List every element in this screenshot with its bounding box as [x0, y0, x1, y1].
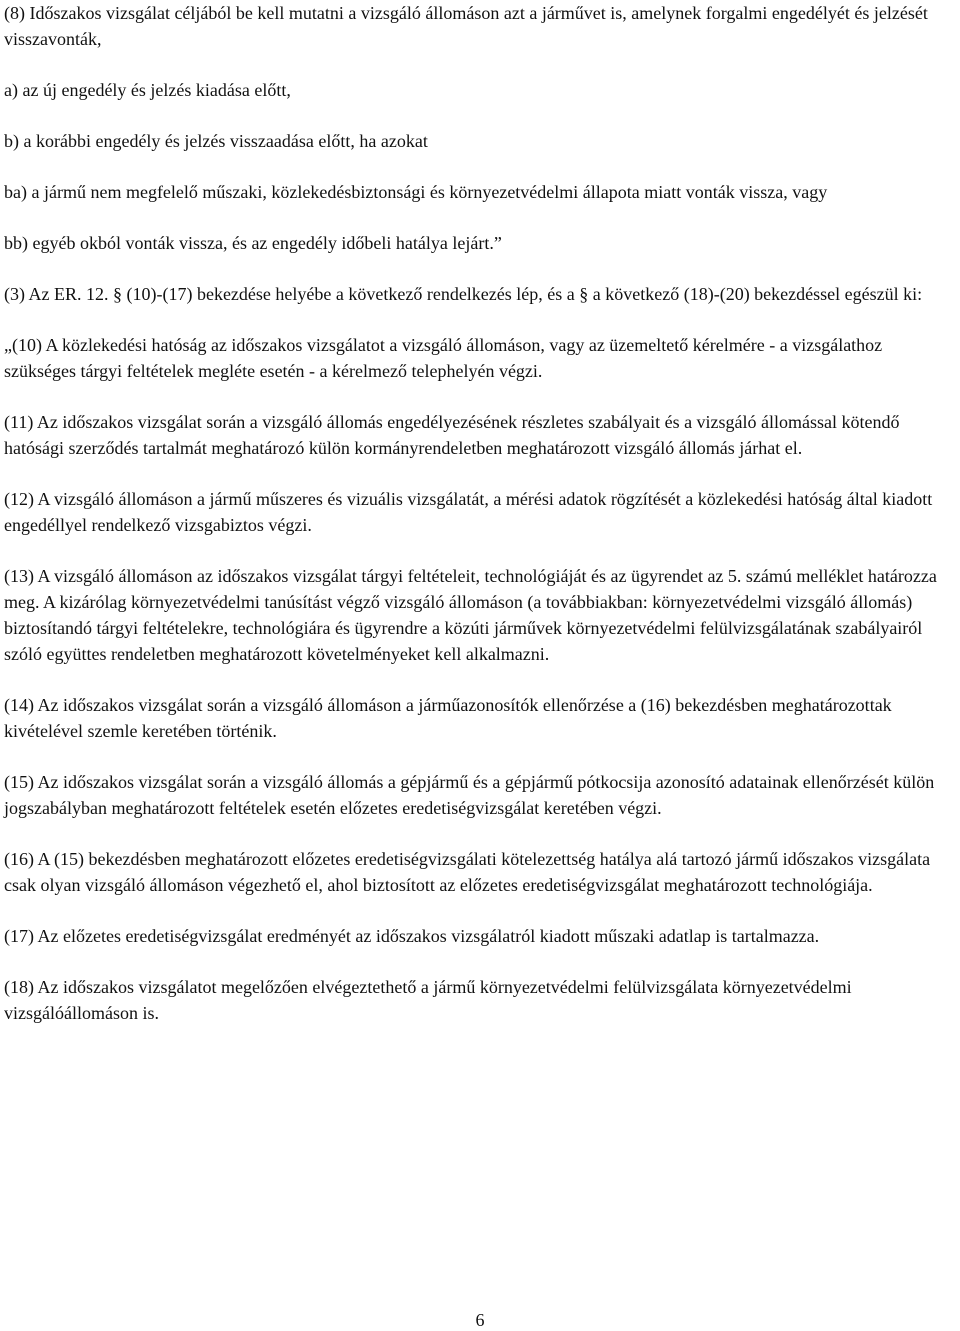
paragraph-16: (16) A (15) bekezdésben meghatározott előzetes eredetiségvizsgálati kötelezettség hatálya alá tartozó jármű időszakos vizsgálata csak olyan vizsgáló állomáson végezhető el, ahol biztosított az előzetes eredetiségvizsgálat meghatározott technológiája.	[4, 849, 931, 895]
paragraph-3-amendment: (3) Az ER. 12. § (10)-(17) bekezdése helyébe a következő rendelkezés lép, és a § a következő (18)-(20) bekezdéssel egészül ki:	[4, 284, 923, 304]
paragraph-item-bb: bb) egyéb okból vonták vissza, és az engedély időbeli hatálya lejárt.”	[4, 233, 502, 253]
paragraph-8: (8) Időszakos vizsgálat céljából be kell mutatni a vizsgáló állomáson azt a járművet is, amelynek forgalmi engedélyét és jelzését visszavonták,	[4, 3, 928, 49]
paragraph-item-ba: ba) a jármű nem megfelelő műszaki, közlekedésbiztonsági és környezetvédelmi állapota miatt vonták vissza, vagy	[4, 182, 828, 202]
paragraph-13: (13) A vizsgáló állomáson az időszakos vizsgálat tárgyi feltételeit, technológiáját és az ügyrendet az 5. számú melléklet határozza meg. A kizárólag környezetvédelmi tanúsítást végző vizsgáló állomáson (a továbbiakban: környezetvédelmi vizsgáló állomás) biztosítandó tárgyi feltételekre, technológiára és ügyrendre a közúti járművek környezetvédelmi felülvizsgálatának szabályairól szóló együttes rendeletben meghatározott követelményeket kell alkalmazni.	[4, 566, 937, 664]
paragraph-10: „(10) A közlekedési hatóság az időszakos vizsgálatot a vizsgáló állomáson, vagy az üzemeltető kérelmére - a vizsgálathoz szükséges tárgyi feltételek megléte esetén - a kérelmező telephelyén végzi.	[4, 335, 883, 381]
paragraph-17: (17) Az előzetes eredetiségvizsgálat eredményét az időszakos vizsgálatról kiadott műszaki adatlap is tartalmazza.	[4, 926, 820, 946]
page-number: 6	[475, 1310, 485, 1330]
paragraph-12: (12) A vizsgáló állomáson a jármű műszeres és vizuális vizsgálatát, a mérési adatok rögzítését a közlekedési hatóság által kiadott engedéllyel rendelkező vizsgabiztos végzi.	[4, 489, 933, 535]
paragraph-15: (15) Az időszakos vizsgálat során a vizsgáló állomás a gépjármű és a gépjármű pótkocsija azonosító adatainak ellenőrzését külön jogszabályban meghatározott feltételek esetén előzetes eredetiségvizsgálat keretében végzi.	[4, 772, 935, 818]
document-page	[4, 0, 954, 1330]
paragraph-18: (18) Az időszakos vizsgálatot megelőzően elvégeztethető a jármű környezetvédelmi felülvizsgálata környezetvédelmi vizsgálóállomáson is.	[4, 977, 852, 1023]
paragraph-item-a: a) az új engedély és jelzés kiadása előtt,	[4, 80, 291, 100]
paragraph-item-b: b) a korábbi engedély és jelzés visszaadása előtt, ha azokat	[4, 131, 428, 151]
paragraph-11: (11) Az időszakos vizsgálat során a vizsgáló állomás engedélyezésének részletes szabályait és a vizsgáló állomással kötendő hatósági szerződés tartalmát meghatározó külön kormányrendeletben meghatározott vizsgáló állomás járhat el.	[4, 412, 900, 458]
paragraph-14: (14) Az időszakos vizsgálat során a vizsgáló állomáson a járműazonosítók ellenőrzése a (16) bekezdésben meghatározottak kivételével szemle keretében történik.	[4, 695, 892, 741]
